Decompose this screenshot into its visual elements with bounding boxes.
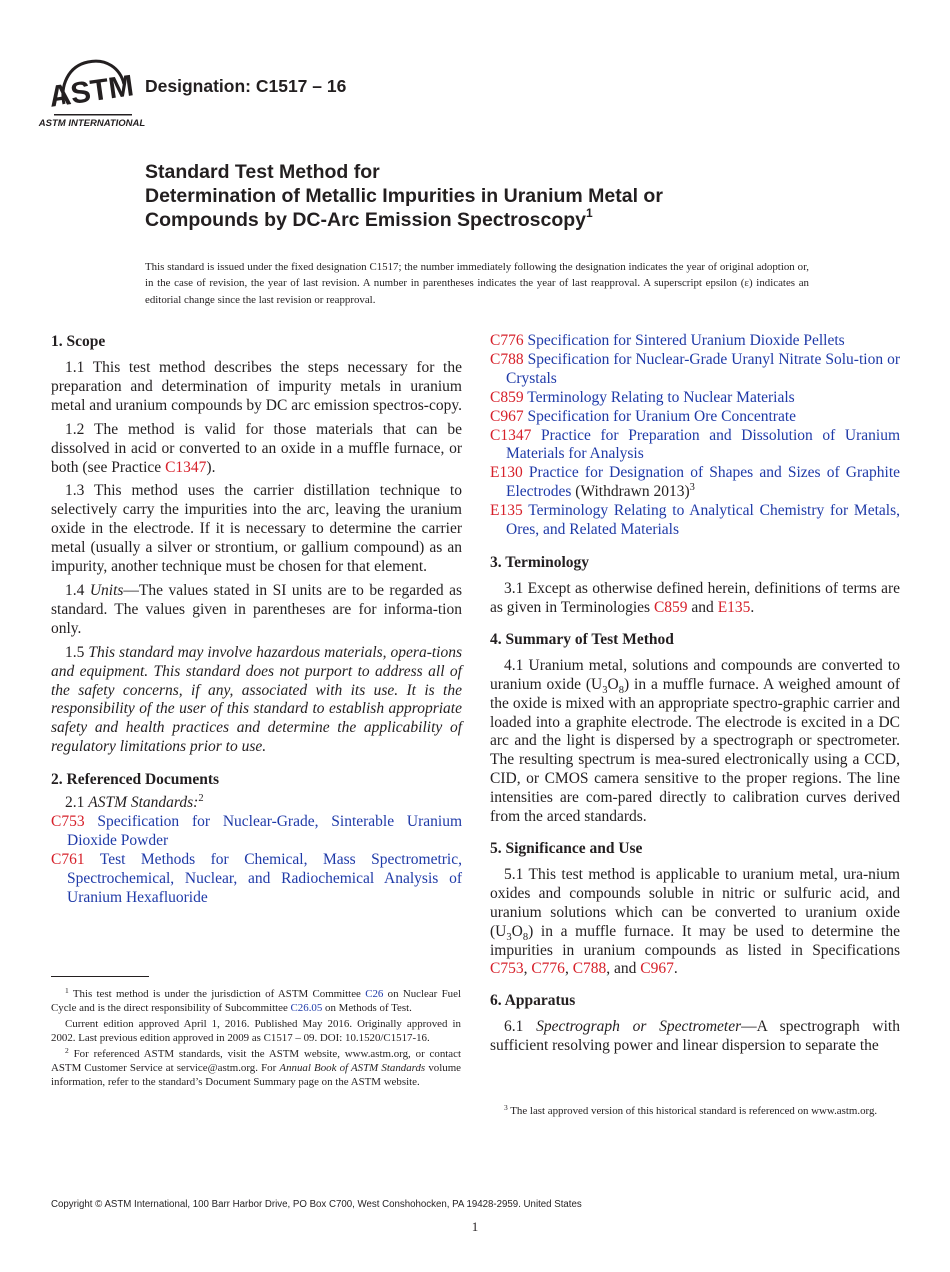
ref-code: C753	[51, 813, 85, 831]
document-title	[145, 160, 845, 232]
ref-item-e135[interactable]	[490, 502, 900, 540]
para-6-1-rest: —A spectrograph with sufficient resolving power and linear dispersion to separate the	[490, 1018, 900, 1055]
ref-title: Practice for Preparation and Dissolution of Uranium Materials for Analysis	[506, 426, 900, 463]
para-3-1-end: .	[750, 598, 755, 616]
footnote-1-text-b: on Nuclear Fuel Cycle and is the direct responsibility of Subcommittee	[51, 988, 461, 1015]
para-6-1-num: 6.1	[504, 1018, 537, 1036]
ref-item-c967[interactable]	[490, 408, 900, 427]
para-3-1-and: and	[687, 598, 718, 616]
ref-code: C761	[51, 850, 85, 868]
footnote-2-mark: 2	[65, 1045, 69, 1055]
oxygen-symbol: O	[607, 675, 619, 693]
ref-code: E135	[490, 502, 523, 520]
para-4-1-text-b: ) in a muffle furnace. A weighed amount of the oxide is mixed with an appropriate spectro-graphic carrier and loaded into a graphite electrode. The electrode is excited in a DC arc and the light is dispersed by a spectrograph or spectrometer. The resulting spectrum is mea-sured electronically using a CCD, CID, or CMOS camera sensitive to the proper regions. The line intensities are com-pared directly to calibration curves derived from the arced standards.	[490, 675, 900, 826]
subscript-8: 8	[522, 931, 529, 943]
section-heading-terminology: 3. Terminology	[490, 553, 590, 571]
footnote-1-text-c: on Methods of Test.	[322, 1002, 412, 1015]
para-3-1	[490, 580, 900, 618]
para-2-1-italic: ASTM Standards:	[88, 794, 199, 812]
title-line-3	[145, 208, 845, 232]
right-column	[490, 332, 900, 1061]
page-number: 1	[471, 1219, 479, 1234]
logo-wordmark: ASTM INTERNATIONAL	[38, 118, 146, 129]
footnote-1	[51, 987, 461, 1016]
ref-title: Specification for Sintered Uranium Dioxide Pellets	[527, 332, 845, 349]
oxygen-symbol: O	[511, 922, 523, 940]
ref-item-c788[interactable]	[490, 351, 900, 389]
separator: ,	[523, 960, 532, 978]
para-5-1-end: .	[673, 960, 678, 978]
para-1-5	[51, 644, 462, 757]
para-1-1: 1.1 This test method describes the steps necessary for the preparation and determination of impurity metals in uranium metal and uranium compounds by DC arc emission spectros-copy.	[51, 359, 462, 414]
ref-title: Specification for Uranium Ore Concentrate	[527, 407, 797, 425]
footnote-2-italic: Annual Book of ASTM Standards	[279, 1062, 426, 1075]
designation: Designation: C1517 – 16	[145, 76, 347, 96]
ref-link-c753[interactable]: C753	[490, 960, 524, 978]
ref-title: Test Methods for Chemical, Mass Spectrometric, Spectrochemical, Nuclear, and Radiochemical Analysis of Uranium Hexafluoride	[67, 850, 462, 906]
preamble: This standard is issued under the fixed designation C1517; the number immediately following the designation indicates the year of original adoption or, in the case of revision, the year of last revision. A number in parentheses indicates the year of last reapproval. A superscript epsilon (ε) indicates an editorial change since the last revision or reapproval.	[145, 261, 809, 306]
svg-text:ASTM: ASTM	[46, 69, 136, 114]
ref-withdrawn-note: (Withdrawn 2013)	[571, 483, 690, 501]
ref-link-c859[interactable]: C859	[653, 598, 688, 616]
section-heading-apparatus: 6. Apparatus	[490, 992, 576, 1010]
para-4-1	[490, 657, 900, 827]
section-heading-significance: 5. Significance and Use	[490, 839, 643, 857]
footnotes-right	[490, 1104, 900, 1119]
ref-title: Specification for Nuclear-Grade, Sinterable Uranium Dioxide Powder	[67, 813, 462, 849]
ref-link-c776[interactable]: C776	[531, 960, 565, 978]
para-3-1-text: 3.1 Except as otherwise defined herein, definitions of terms are as given in Terminologies	[490, 579, 900, 616]
footnote-1-mark: 1	[65, 986, 69, 995]
ref-title: Specification for Nuclear-Grade Uranyl Nitrate Solu-tion or Crystals	[506, 350, 900, 387]
para-1-5-num: 1.5	[65, 643, 89, 661]
subscript-3: 3	[602, 684, 608, 696]
para-5-1	[490, 866, 900, 979]
title-line-3-text: Compounds by DC-Arc Emission Spectroscopy	[145, 209, 586, 231]
title-line-2: Determination of Metallic Impurities in Uranium Metal or	[145, 185, 663, 207]
para-1-4	[51, 582, 462, 639]
footnote-3-mark: 3	[504, 1103, 508, 1112]
ref-link-c788[interactable]: C788	[572, 960, 607, 978]
footnote-1-text-a: This test method is under the jurisdiction of ASTM Committee	[68, 988, 366, 1000]
subcommittee-c2605-link[interactable]: C26.05	[290, 1002, 323, 1015]
ref-link-c1347[interactable]: C1347	[165, 458, 207, 476]
footnote-2-text-a: For referenced ASTM standards, visit the ASTM website, www.astm.org, or contact ASTM Customer Service at service@astm.org. For	[51, 1047, 461, 1075]
footnote-mark-2: 2	[198, 793, 204, 805]
ref-code: C776	[490, 332, 524, 349]
para-1-4-italic: Units	[89, 581, 124, 599]
footnote-divider-left	[51, 976, 149, 977]
section-heading-scope: 1. Scope	[51, 333, 106, 350]
para-1-5-italic: This standard may involve hazardous materials, opera-tions and equipment. This standard does not purport to address all of the safety concerns, if any, associated with its use. It is the responsibility of the user of this standard to establish appropriate safety and health practices and determine the applicability of regulatory limitations prior to use.	[51, 643, 463, 756]
para-2-1-num: 2.1	[65, 794, 89, 812]
title-line-1: Standard Test Method for	[145, 161, 380, 183]
para-1-4-rest: —The values stated in SI units are to be regarded as standard. The values given in parentheses are for informa-tion only.	[51, 581, 462, 637]
subscript-8: 8	[618, 684, 624, 696]
para-5-1-text-b: ) in a muffle furnace. It may be used to determine the impurities in uranium compounds as listed in Specifications	[490, 922, 900, 959]
ref-code: C859	[490, 388, 524, 406]
ref-code: C967	[490, 407, 524, 425]
ref-title: Practice for Designation of Shapes and Sizes of Graphite Electrodes	[506, 464, 901, 501]
para-6-1	[490, 1018, 900, 1056]
ref-title: Terminology Relating to Analytical Chemistry for Metals, Ores, and Related Materials	[506, 502, 900, 539]
footnote-edition: Current edition approved April 1, 2016. Published May 2016. Originally approved in 2002. Last previous edition approved in 2009 as C1517 – 09. DOI: 10.1520/C1517-16.	[51, 1017, 461, 1045]
para-1-2-text: 1.2 The method is valid for those materials that can be dissolved in acid or converted to an oxide in a muffle furnace, or both (see Practice	[51, 420, 462, 476]
footnote-mark-3: 3	[689, 482, 695, 494]
footnote-2	[51, 1047, 461, 1090]
para-1-4-num: 1.4	[65, 581, 90, 599]
ref-item-c776[interactable]	[490, 332, 900, 351]
ref-link-e135[interactable]: E135	[717, 598, 751, 616]
para-1-3: 1.3 This method uses the carrier distillation technique to selectively carry the impurities into the arc, leaving the uranium oxide in the electrode. If it is necessary to determine the carrier metal (usually a silver or strontium, or gallium compound) as an impurity, another technique must be chosen for that element.	[51, 482, 462, 576]
ref-code: C1347	[490, 426, 532, 444]
ref-item-c753[interactable]	[51, 813, 462, 851]
para-6-1-italic: Spectrograph or Spectrometer	[536, 1018, 742, 1036]
ref-code: C788	[490, 350, 524, 368]
separator: , and	[606, 960, 641, 978]
ref-code: E130	[490, 464, 523, 482]
ref-item-c859[interactable]	[490, 389, 900, 408]
left-column	[51, 332, 462, 908]
section-heading-referenced-documents: 2. Referenced Documents	[51, 771, 220, 789]
ref-title: Terminology Relating to Nuclear Materials	[527, 388, 795, 406]
title-footnote-mark: 1	[586, 206, 593, 220]
astm-international-logo	[38, 56, 146, 132]
ref-item-c1347[interactable]	[490, 427, 900, 465]
committee-c26-link[interactable]: C26	[365, 988, 384, 1000]
section-heading-summary: 4. Summary of Test Method	[490, 630, 674, 648]
ref-item-c761[interactable]	[51, 851, 462, 908]
ref-item-e130[interactable]	[490, 464, 900, 502]
subscript-3: 3	[506, 931, 512, 943]
para-5-1-text-a: 5.1 This test method is applicable to uranium metal, ura-nium oxides and compounds soluble in nitric or sulfuric acid, and uranium solutions which can be converted to uranium oxide (U	[490, 865, 900, 940]
para-2-1	[51, 794, 462, 813]
para-1-2	[51, 421, 462, 478]
para-4-1-text-a: 4.1 Uranium metal, solutions and compounds are converted to uranium oxide (U	[490, 656, 900, 693]
ref-link-c967[interactable]: C967	[640, 960, 674, 978]
footnote-2-text-b: volume information, refer to the standard’s Document Summary page on the ASTM website.	[51, 1062, 461, 1089]
footnotes-left	[51, 987, 461, 1091]
footnote-3	[490, 1104, 900, 1118]
separator: ,	[564, 960, 573, 978]
para-1-2-end: ).	[206, 458, 216, 476]
copyright-notice: Copyright © ASTM International, 100 Barr Harbor Drive, PO Box C700, West Conshohocken, PA 19428-2959. United States	[51, 1199, 582, 1210]
footnote-3-text: The last approved version of this historical standard is referenced on www.astm.org.	[507, 1105, 878, 1117]
